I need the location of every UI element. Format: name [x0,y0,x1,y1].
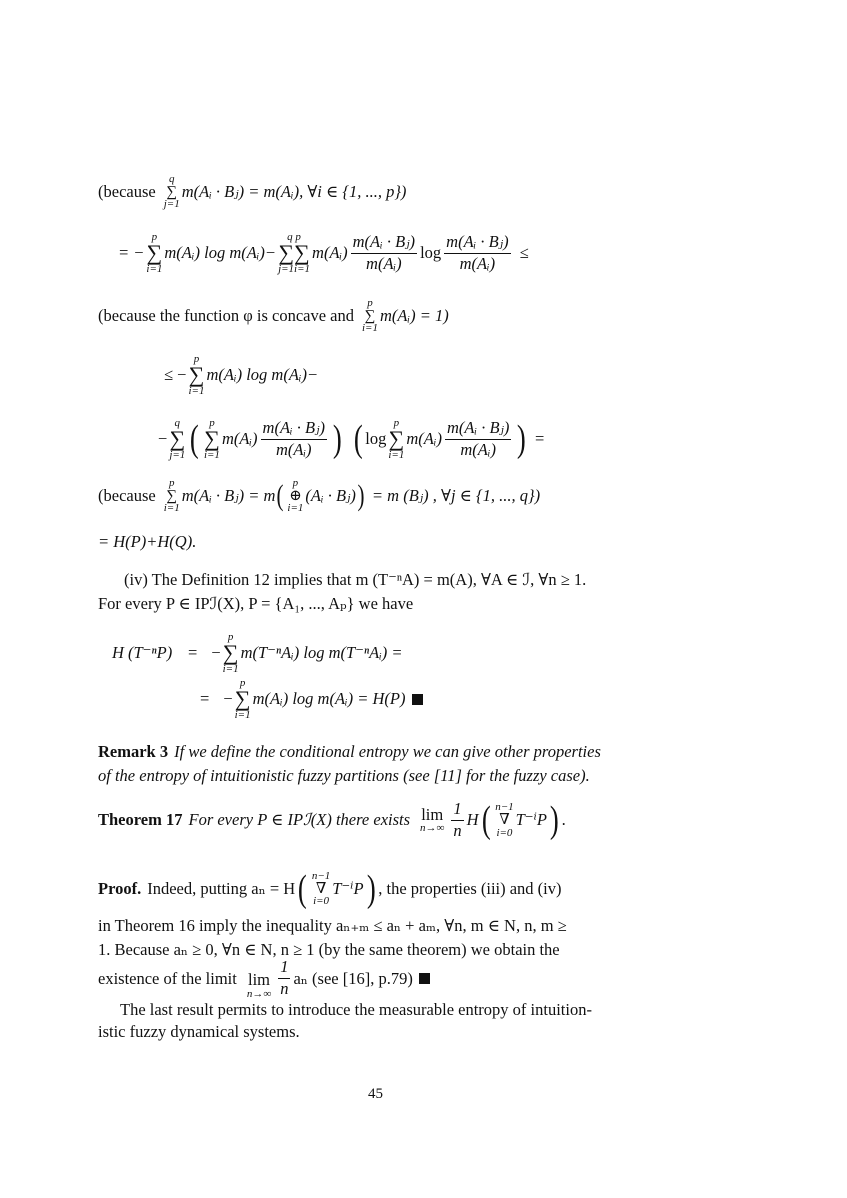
summation-operator [388,418,404,461]
theorem-line [98,800,566,841]
fraction [444,233,510,274]
formula-text: m(Aᵢ · Bⱼ) = m [181,486,276,506]
summation-operator [189,354,205,397]
limit-operator [420,804,445,835]
fraction-denominator: m(Aᵢ) [459,253,496,273]
proof-line-3 [98,940,560,960]
nabla-lower: i=0 [496,826,513,839]
proof-line-6 [98,1022,300,1042]
sum-sign: ∑ [188,362,205,387]
fraction [451,800,463,841]
because-sum-partition-line [98,174,406,210]
oplus-lower: i=1 [287,502,304,515]
remark-label: Remark 3 [98,742,169,761]
sum-sign: ∑ [364,308,376,324]
sum-upper: q [168,173,175,185]
sum-upper: p [168,477,175,489]
right-paren: ) [517,418,527,461]
proof-text: existence of the limit [98,968,237,988]
equation-line-6 [200,678,423,721]
sum-upper: p [239,677,246,689]
formula-text: − [223,689,233,709]
sum-sign: ∑ [146,240,163,265]
formula-lhs: H (T⁻ⁿP) [112,643,173,663]
property-iv-line-2 [98,594,413,614]
sum-lower: i=1 [188,384,205,397]
proof-text: 1. Because aₙ ≥ 0, ∀n ∈ N, n ≥ 1 (by the same theorem) we obtain the [98,940,560,959]
sum-lower: i=1 [362,322,378,335]
sum-upper: p [393,417,400,429]
formula-text: H [466,810,479,830]
proof-label: Proof. [98,879,142,898]
fraction-numerator: 1 [278,958,290,979]
formula-text: − [158,429,168,449]
paragraph-text: (iv) The Definition 12 implies that m (T⁻ⁿA) = m(A), ∀A ∈ ℐ, ∀n ≥ 1. [124,570,587,589]
equation-line-4 [98,532,196,552]
summation-operator [204,418,220,461]
sum-lower: i=1 [203,448,220,461]
equation-line-3 [158,418,544,461]
left-paren: ( [276,479,284,513]
sum-upper: q [174,417,181,429]
formula-text: m(Aᵢ) [312,243,348,263]
sum-lower: i=1 [388,448,405,461]
left-paren: ( [353,418,363,461]
formula-equals: = [188,643,198,663]
log-text: log [365,429,387,449]
fraction [261,419,327,460]
fraction-denominator: m(Aᵢ) [275,439,312,459]
summation-operator [362,298,378,334]
because-prefix: (because [98,486,156,506]
formula-text: (Aᵢ · Bⱼ) [305,486,356,506]
formula-text: . [561,810,566,830]
formula-text: T⁻ⁱP [332,879,364,898]
fraction [351,233,417,274]
proof-text: , the properties (iii) and (iv) [378,879,562,898]
limit-text: lim [421,804,444,824]
summation-operator [146,232,162,275]
formula-text: ≤ − [164,365,187,385]
fraction-denominator: n [280,979,289,999]
right-paren: ) [549,799,559,842]
sum-lower: i=1 [146,262,163,275]
formula-text: m(Aᵢ) [221,429,258,449]
limit-subscript: n→∞ [246,987,272,1000]
nabla-operator [312,871,330,907]
property-iv-line-1 [124,570,586,590]
right-paren: ) [366,868,376,910]
sum-lower: j=1 [169,448,186,461]
page-number-text: 45 [368,1086,383,1102]
page-number [368,1086,383,1103]
remark-line-2 [98,766,590,786]
oplus-upper: p [292,477,299,489]
proof-text: Indeed, putting aₙ = H [147,879,296,898]
sum-lower: i=1 [234,708,251,721]
nabla-upper: n−1 [495,801,514,814]
nabla-sign: ∇ [499,812,510,829]
fraction [445,419,511,460]
summation-operator [164,174,180,210]
theorem-label: Theorem 17 [98,810,183,830]
proof-text: aₙ (see [16], p.79) [293,968,413,988]
fraction-denominator: m(Aᵢ) [366,253,402,273]
fraction-numerator: m(Aᵢ · Bⱼ) [444,233,510,254]
formula-text: T⁻ⁱP [515,810,547,830]
paragraph-text: For every P ∈ IPℐ(X), P = {A₁, ..., Aₚ} we have [98,594,414,613]
sum-lower: i=1 [163,502,180,515]
fraction-numerator: m(Aᵢ · Bⱼ) [445,419,511,440]
sum-sign: ∑ [166,488,178,504]
sum-sign: ∑ [222,640,239,665]
summation-operator [223,632,239,675]
double-summation-operator [278,232,310,275]
fraction-numerator: m(Aᵢ · Bⱼ) [261,419,327,440]
limit-operator [247,972,271,1000]
because-concave-line [98,298,449,334]
because-prefix: (because [98,182,156,202]
sum-sign: ∑ [234,686,251,711]
summation-operator [235,678,251,721]
formula-equals: = [200,689,210,709]
fraction [278,958,290,999]
sum-sign: ∑ [169,426,186,451]
sum-lower: j=1i=1 [278,262,311,275]
sum-lower: j=1 [163,198,180,211]
sum-upper: p [227,631,234,643]
formula-text: = − [118,243,145,263]
formula-text: ≤ [519,243,529,263]
formula-text: m(Aᵢ · Bⱼ) = m(Aᵢ), ∀i ∈ {1, ..., p}) [181,182,407,202]
oplus-sign: ⊕ [289,488,302,504]
remark-text: of the entropy of intuitionistic fuzzy partitions (see [11] for the fuzzy case). [98,766,590,785]
sum-sign: ∑ [166,184,178,200]
theorem-text: For every P ∈ IPℐ(X) there exists [188,810,411,830]
formula-text: m(Aᵢ) log m(Aᵢ) = H(P) [252,689,406,709]
sum-upper: q p [287,231,301,243]
right-paren: ) [357,479,365,513]
paragraph-text: The last result permits to introduce the measurable entropy of intuition- [120,1000,592,1019]
left-paren: ( [298,868,307,910]
qed-square-icon [412,694,423,705]
sum-lower: i=1 [222,662,239,675]
proof-text: in Theorem 16 imply the inequality aₙ₊ₘ ≤ aₙ + aₘ, ∀n, m ∈ N, n, m ≥ [98,916,567,935]
proof-line-5 [120,1000,592,1020]
because-oplus-line [98,478,540,514]
qed-square-icon [419,973,430,984]
equation-line-5 [112,632,403,675]
formula-text: m(Aᵢ) log m(Aᵢ)− [164,243,277,263]
nabla-operator [495,802,513,838]
left-paren: ( [190,418,200,461]
fraction-denominator: n [453,820,462,840]
summation-operator [169,418,185,461]
summation-operator [164,478,180,514]
equation-line-1 [118,232,529,275]
formula-text: m(Aᵢ) = 1) [379,306,449,326]
nabla-lower: i=0 [313,895,330,908]
formula-text: = H(P)+H(Q). [98,532,197,551]
paragraph-text: istic fuzzy dynamical systems. [98,1022,300,1041]
remark-line-1 [98,742,601,762]
sum-sign: ∑∑ [278,240,310,265]
fraction-numerator: m(Aᵢ · Bⱼ) [351,233,417,254]
sum-sign: ∑ [388,426,405,451]
formula-text: = [535,429,545,449]
nabla-sign: ∇ [315,880,327,897]
formula-text: m(Aᵢ) log m(Aᵢ)− [206,365,319,385]
formula-text: m(T⁻ⁿAᵢ) log m(T⁻ⁿAᵢ) = [240,643,403,663]
log-text: log [420,243,442,263]
fraction-denominator: m(Aᵢ) [460,439,496,459]
because-prefix: (because the function φ is concave and [98,306,354,326]
sum-sign: ∑ [204,426,220,451]
sum-upper: p [367,297,373,309]
nabla-upper: n−1 [311,869,331,882]
equation-line-2 [164,354,318,397]
sum-upper: p [151,231,158,243]
limit-text: lim [248,970,271,989]
sum-upper: p [209,417,215,429]
right-paren: ) [332,418,342,461]
left-paren: ( [481,799,491,842]
oplus-operator [287,478,303,514]
remark-text: If we define the conditional entropy we can give other properties [174,742,601,761]
fraction-numerator: 1 [451,800,463,821]
formula-text: − [211,643,221,663]
proof-line-4 [98,958,430,1000]
proof-line-2 [98,916,567,936]
formula-text: = m (Bⱼ) , ∀j ∈ {1, ..., q}) [371,486,541,506]
limit-subscript: n→∞ [420,822,445,835]
proof-line-1 [98,870,562,908]
sum-upper: p [193,353,200,365]
formula-text: m(Aᵢ) [406,429,442,449]
